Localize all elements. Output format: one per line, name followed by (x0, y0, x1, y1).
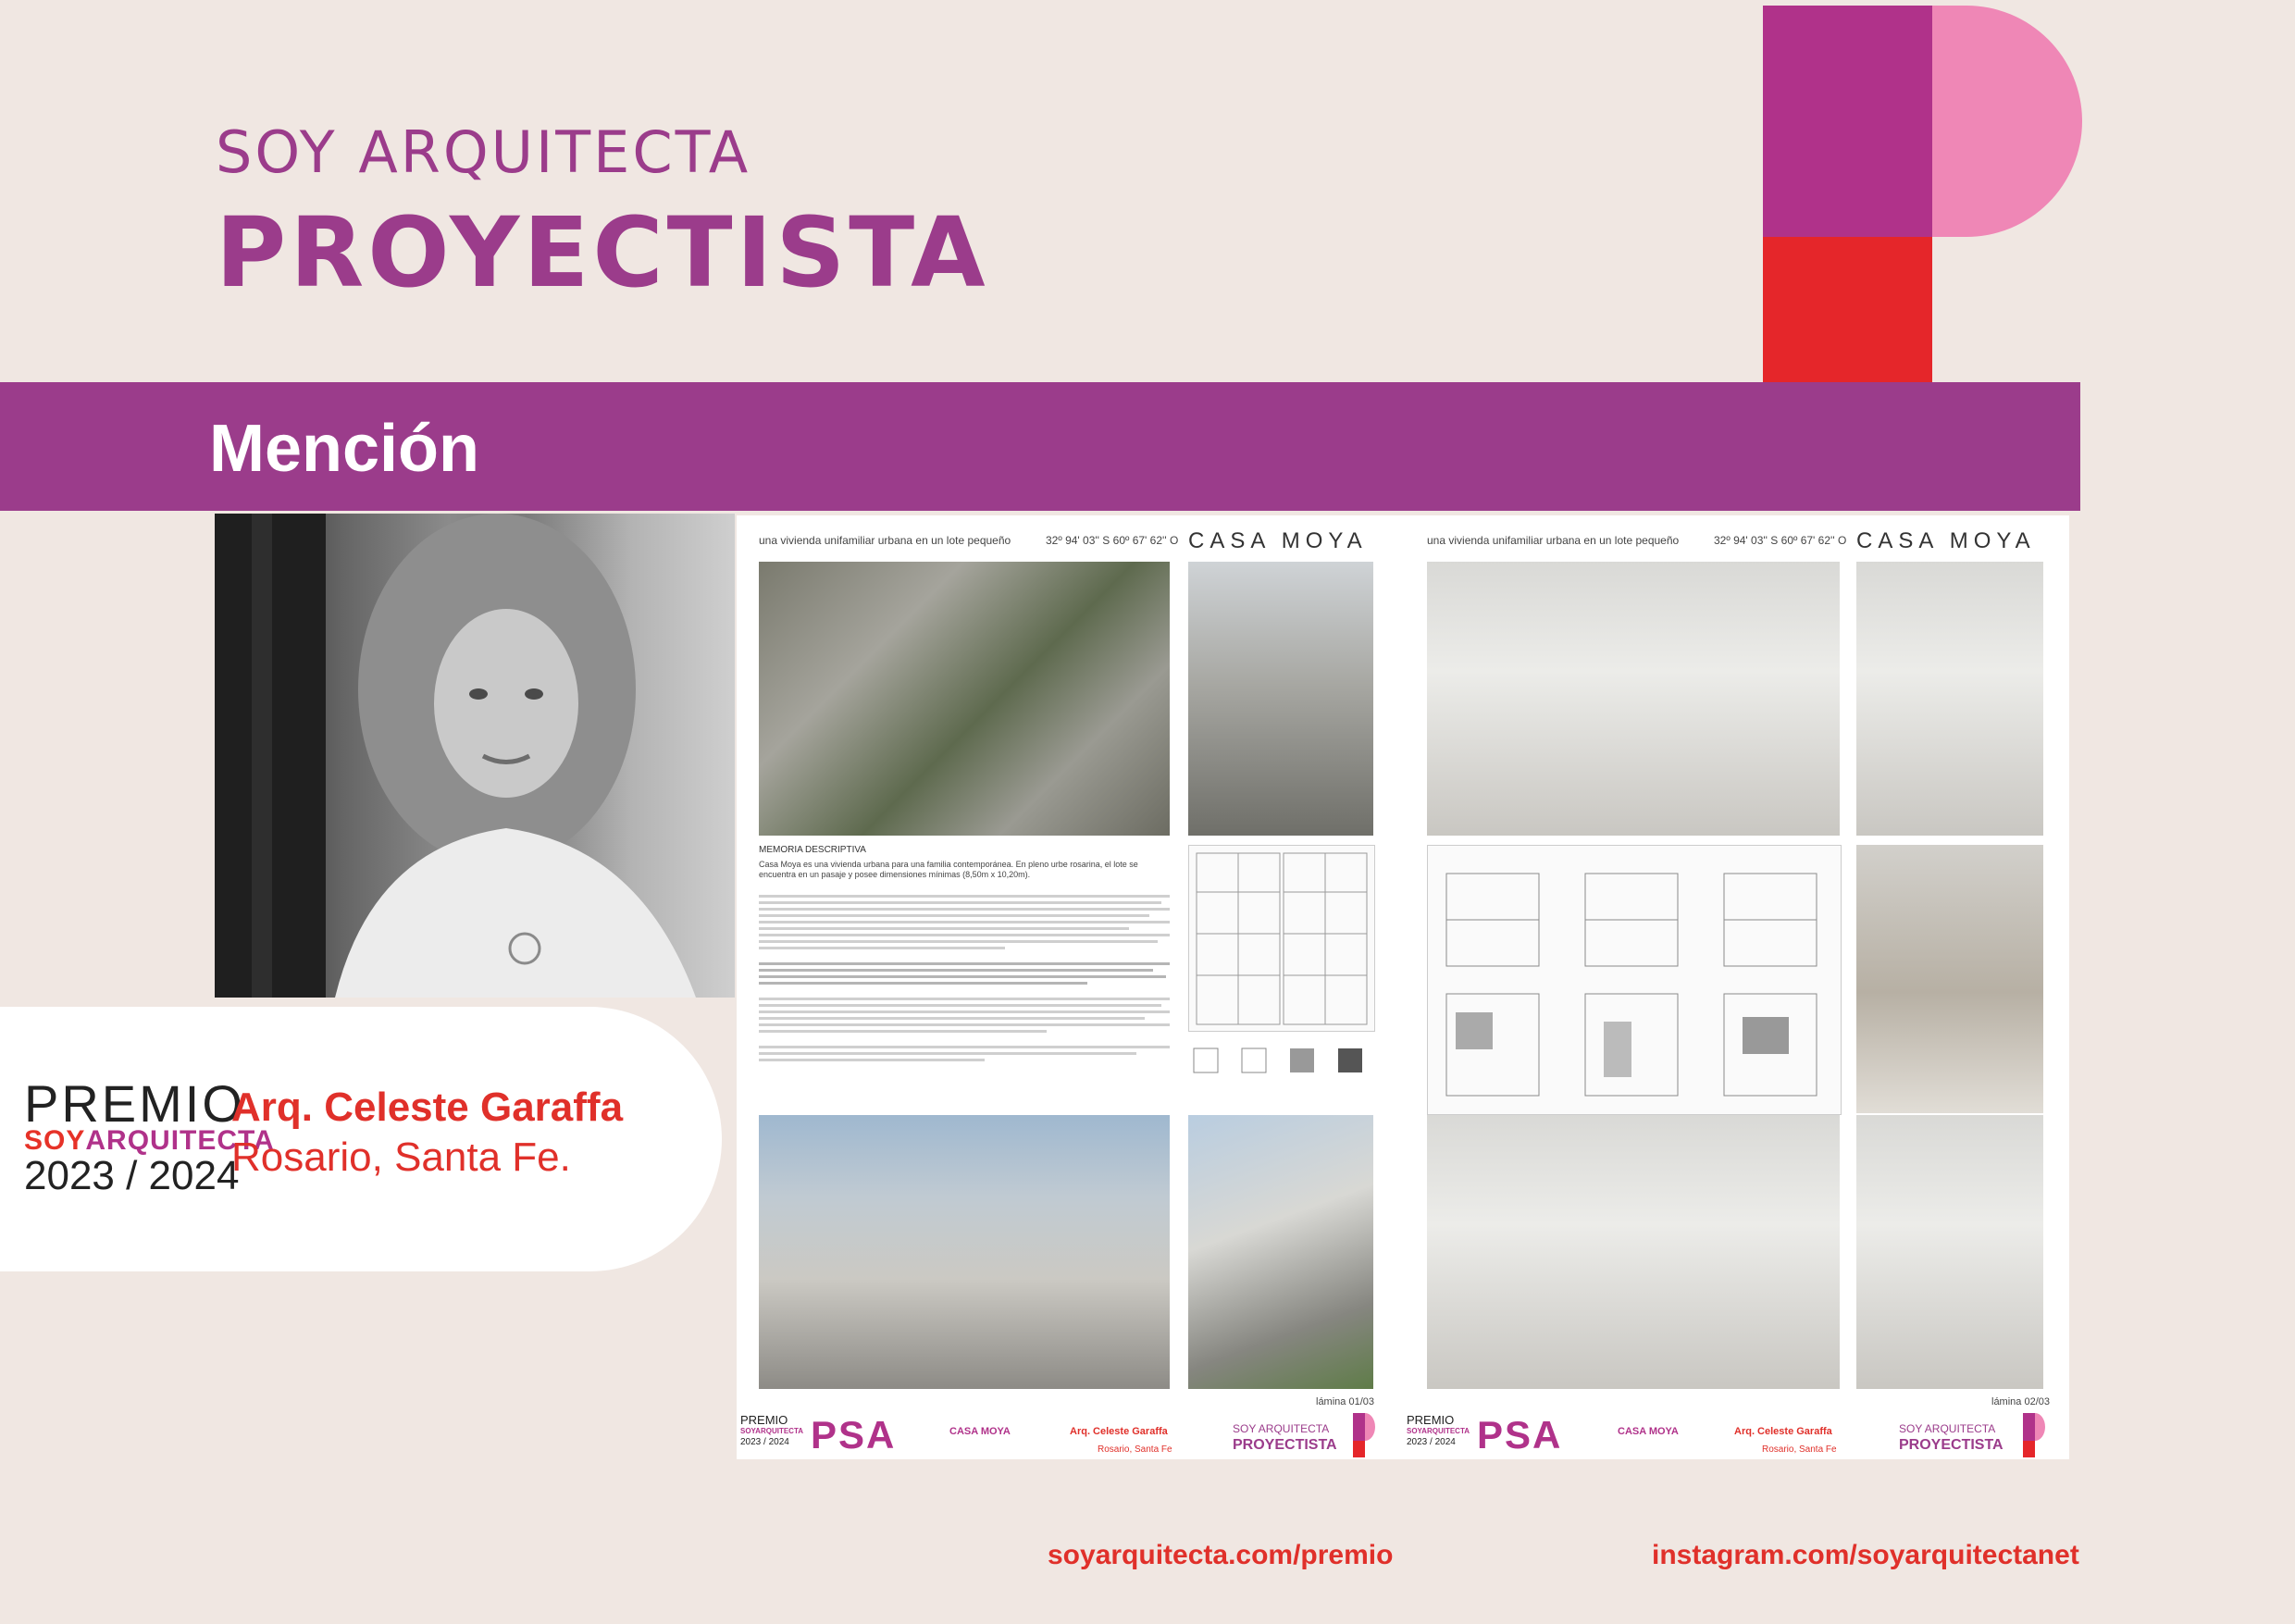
poster-1-memoria-title: MEMORIA DESCRIPTIVA (759, 845, 866, 855)
kicker-text: SOY ARQUITECTA (216, 118, 751, 186)
poster-1-footer-project: CASA MOYA (949, 1426, 1011, 1437)
poster-lamina-2 (1399, 515, 2069, 1459)
poster-1-diagrams (1188, 1043, 1373, 1080)
p-logo-magenta-block (1763, 6, 1932, 237)
poster-2-footer-city: Rosario, Santa Fe (1762, 1444, 1837, 1455)
poster-1-footer-premio: PREMIO (740, 1413, 788, 1427)
poster-1-aerial-photo (759, 562, 1170, 836)
poster-2-footer-soy: SOYARQUITECTA (1407, 1427, 1470, 1435)
poster-1-facade-photo (759, 1115, 1170, 1389)
poster-2-interior-photo-3 (1856, 845, 2043, 1113)
poster-1-mini-p-logo (1353, 1413, 1375, 1457)
poster-2-interior-photo-4 (1427, 1115, 1840, 1389)
instagram-link[interactable]: instagram.com/soyarquitectanet (1652, 1540, 2079, 1570)
premio-logo-years: 2023 / 2024 (24, 1153, 240, 1198)
poster-2-footer-logo (1407, 1415, 1470, 1448)
portrait-photo (215, 514, 735, 998)
poster-2-plans-svg (1428, 846, 1841, 1114)
poster-1-psa-logo: PSA (811, 1413, 897, 1457)
poster-1-plan-svg (1189, 846, 1374, 1031)
premio-logo-soy: SOY (24, 1125, 86, 1156)
winner-location: Rosario, Santa Fe. (231, 1134, 571, 1180)
poster-1-footer-cat: PROYECTISTA (1233, 1437, 1337, 1453)
poster-2-brand: CASA MOYA (1856, 528, 2036, 553)
category-title: PROYECTISTA (216, 196, 989, 309)
winner-name: Arq. Celeste Garaffa (231, 1085, 624, 1130)
poster-1-coords: 32º 94' 03'' S 60º 67' 62'' O (1046, 534, 1179, 547)
poster-2-footer-premio: PREMIO (1407, 1413, 1455, 1427)
poster-1-footer-city: Rosario, Santa Fe (1098, 1444, 1172, 1455)
poster-1-footer-author: Arq. Celeste Garaffa (1070, 1426, 1168, 1437)
p-logo (1763, 6, 2082, 389)
portrait-illustration (215, 514, 735, 998)
poster-lamina-1 (737, 515, 1399, 1459)
award-label: Mención (209, 412, 480, 486)
poster-1-plan-drawing (1188, 845, 1375, 1032)
p-logo-pink-bowl (1932, 6, 2082, 237)
poster-2-footer-years: 2023 / 2024 (1407, 1437, 1456, 1447)
premio-logo-premio: PREMIO (24, 1074, 245, 1133)
p-logo-red-stem (1763, 237, 1932, 389)
poster-2-footer-soy-text: SOY ARQUITECTA (1899, 1422, 1996, 1435)
poster-2-footer-cat: PROYECTISTA (1899, 1437, 2003, 1453)
poster-1-footer-soy: SOYARQUITECTA (740, 1427, 804, 1435)
poster-2-interior-photo-2 (1856, 562, 2043, 836)
website-link[interactable]: soyarquitecta.com/premio (1048, 1540, 1394, 1570)
poster-2-interior-photo-1 (1427, 562, 1840, 836)
poster-2-tagline: una vivienda unifamiliar urbana en un lote pequeño (1427, 534, 1680, 547)
poster-1-courtyard-photo (1188, 1115, 1373, 1389)
poster-1-footer-soy-text: SOY ARQUITECTA (1233, 1422, 1330, 1435)
poster-2-kitchen-photo (1856, 1115, 2043, 1389)
poster-1-footer-years: 2023 / 2024 (740, 1437, 789, 1447)
poster-2-lamina: lámina 02/03 (1991, 1396, 2050, 1407)
premio-logo-arquitecta: ARQUITECTA (85, 1125, 275, 1156)
poster-1-rooftop-photo (1188, 562, 1373, 836)
poster-1-brand: CASA MOYA (1188, 528, 1368, 553)
poster-1-diagrams-svg (1188, 1043, 1373, 1080)
poster-1-memoria-body (759, 895, 1170, 1065)
poster-2-plans (1427, 845, 1842, 1115)
poster-2-footer-author: Arq. Celeste Garaffa (1734, 1426, 1832, 1437)
poster-2-mini-p-logo (2023, 1413, 2045, 1457)
poster-2-footer-project: CASA MOYA (1618, 1426, 1679, 1437)
poster-1-memoria-intro: Casa Moya es una vivienda urbana para una familia contemporánea. En pleno urbe rosarina, el lote se encuentra en un pasaje y posee dimensiones mínimas (8,50m x 10,20m). (759, 860, 1138, 879)
poster-2-coords: 32º 94' 03'' S 60º 67' 62'' O (1714, 534, 1847, 547)
poster-1-lamina: lámina 01/03 (1316, 1396, 1374, 1407)
poster-1-footer-logo (740, 1415, 803, 1448)
poster-1-tagline: una vivienda unifamiliar urbana en un lote pequeño (759, 534, 1011, 547)
poster-2-psa-logo: PSA (1477, 1413, 1563, 1457)
